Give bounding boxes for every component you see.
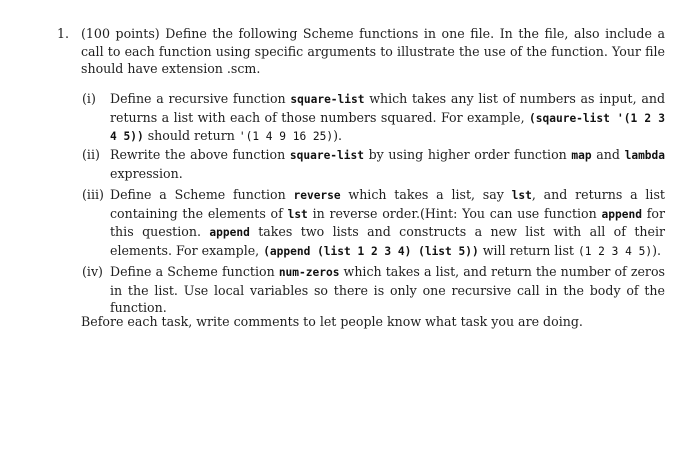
text-segment: which takes any list of numbers as input, and returns a list with each of those numbers squared. For example, [110,91,666,125]
code-example-result: '(1 4 9 16 25) [238,130,334,144]
code-lambda: lambda [624,149,666,162]
text-segment: by using higher order function [363,147,572,162]
code-num-zeros: num-zeros [278,266,340,279]
task-text [110,186,665,260]
code-reverse: reverse [293,189,341,202]
text-segment: expression. [110,165,183,181]
text-segment: should return [143,128,239,144]
text-segment: and [591,147,625,162]
code-lst: lst [287,207,308,221]
code-square-list: square-list [289,149,364,162]
code-lst: lst [511,189,532,202]
code-square-list: square-list [290,93,365,106]
task-label: (ii) [82,147,100,162]
text-segment: Define a recursive function [110,91,291,106]
code-append: append [601,207,642,221]
task-label: (i) [82,91,96,106]
text-segment: which takes a list, and return the number of zeros in the list. Use local variables so there is only one recursive call in the body of the function. [110,264,665,316]
code-append: append [209,226,250,240]
text-segment: ). [333,128,343,144]
task-text [110,263,665,317]
code-example-call: (sqaure-list '(1 2 3 4 5)) [110,111,665,144]
text-segment: which takes a list, say [340,187,512,202]
code-append-example: (append (list 1 2 3 4) (list 5)) [263,244,479,258]
task-text [110,90,665,146]
text-segment: Define a Scheme function [110,187,294,202]
task-label: (iii) [82,187,104,202]
code-map: map [571,149,592,162]
text-segment: for this question. [110,205,665,240]
closing-instruction: Before each task, write comments to let people know what task you are doing. [81,314,583,329]
task-label: (iv) [82,264,103,279]
text-segment: takes two lists and constructs a new list with all of their elements. For example, [110,224,666,258]
text-segment: Define a Scheme function [110,264,279,279]
text-segment: ). [652,242,661,258]
problem-description: (100 points) Define the following Scheme functions in one file. In the file, also include a call to each function using specific arguments to illustrate the use of the function. Your file should have extension .scm. [81,26,665,77]
task-text [110,146,665,182]
text-segment: in reverse order.(Hint: You can use function [307,205,602,221]
text-segment: will return list [478,242,578,258]
code-append-result: (1 2 3 4 5) [577,244,653,258]
text-segment: Rewrite the above function [110,147,290,162]
text-segment: , and returns a list containing the elements of [110,187,665,221]
problem-number: 1. [57,26,70,41]
